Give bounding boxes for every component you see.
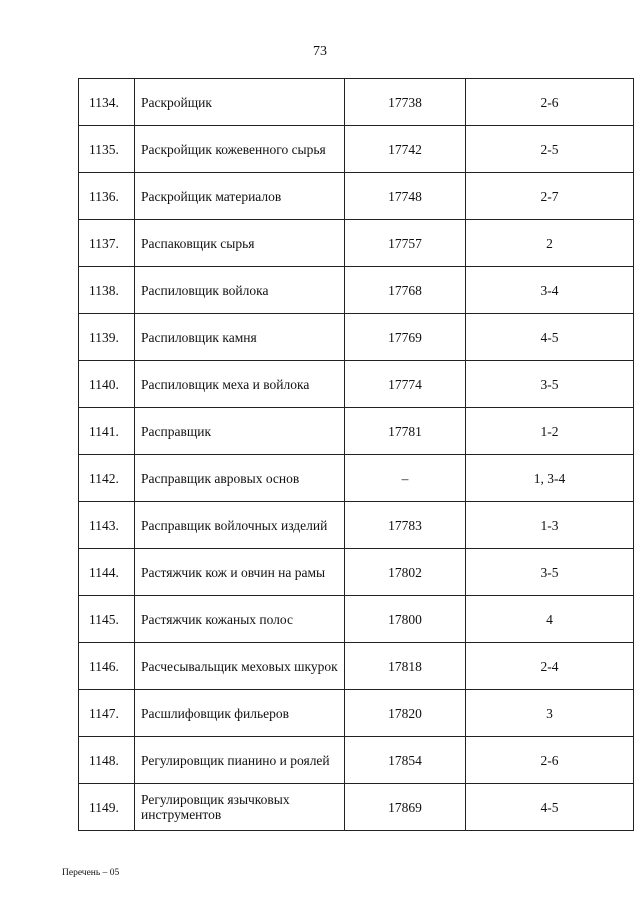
table-row xyxy=(79,408,634,455)
profession-name: Расшлифовщик фильеров xyxy=(135,690,345,737)
table-row xyxy=(79,79,634,126)
grade-range: 3-4 xyxy=(466,267,634,314)
grade-range: 2-6 xyxy=(466,79,634,126)
row-number: 1138. xyxy=(79,267,135,314)
row-number: 1143. xyxy=(79,502,135,549)
profession-code: 17768 xyxy=(345,267,466,314)
profession-code: 17748 xyxy=(345,173,466,220)
table-row xyxy=(79,596,634,643)
profession-code: 17738 xyxy=(345,79,466,126)
table-row xyxy=(79,126,634,173)
profession-code: 17869 xyxy=(345,784,466,831)
grade-range: 2-7 xyxy=(466,173,634,220)
row-number: 1137. xyxy=(79,220,135,267)
profession-code: 17742 xyxy=(345,126,466,173)
row-number: 1134. xyxy=(79,79,135,126)
row-number: 1147. xyxy=(79,690,135,737)
grade-range: 3-5 xyxy=(466,361,634,408)
table-row xyxy=(79,690,634,737)
table-row xyxy=(79,361,634,408)
profession-code: 17781 xyxy=(345,408,466,455)
profession-code: 17854 xyxy=(345,737,466,784)
table-row xyxy=(79,502,634,549)
row-number: 1142. xyxy=(79,455,135,502)
profession-name: Растяжчик кож и овчин на рамы xyxy=(135,549,345,596)
profession-name: Раскройщик кожевенного сырья xyxy=(135,126,345,173)
row-number: 1136. xyxy=(79,173,135,220)
grade-range: 2-6 xyxy=(466,737,634,784)
profession-code: 17774 xyxy=(345,361,466,408)
grade-range: 1-2 xyxy=(466,408,634,455)
grade-range: 2-4 xyxy=(466,643,634,690)
row-number: 1139. xyxy=(79,314,135,361)
profession-name: Распиловщик войлока xyxy=(135,267,345,314)
profession-name: Регулировщик пианино и роялей xyxy=(135,737,345,784)
table-row xyxy=(79,314,634,361)
profession-name: Расчесывальщик меховых шкурок xyxy=(135,643,345,690)
profession-code: 17818 xyxy=(345,643,466,690)
profession-name: Раскройщик материалов xyxy=(135,173,345,220)
profession-code: – xyxy=(345,455,466,502)
row-number: 1149. xyxy=(79,784,135,831)
profession-name: Распаковщик сырья xyxy=(135,220,345,267)
table-row xyxy=(79,549,634,596)
row-number: 1135. xyxy=(79,126,135,173)
row-number: 1144. xyxy=(79,549,135,596)
profession-code: 17757 xyxy=(345,220,466,267)
document-footer: Перечень – 05 xyxy=(62,868,120,878)
grade-range: 3 xyxy=(466,690,634,737)
table-row xyxy=(79,784,634,831)
table-row xyxy=(79,455,634,502)
page-number: 73 xyxy=(313,44,327,59)
table-row xyxy=(79,220,634,267)
profession-name: Регулировщик язычковых инструментов xyxy=(135,784,345,831)
grade-range: 1-3 xyxy=(466,502,634,549)
profession-name: Растяжчик кожаных полос xyxy=(135,596,345,643)
table-row xyxy=(79,267,634,314)
row-number: 1141. xyxy=(79,408,135,455)
grade-range: 1, 3-4 xyxy=(466,455,634,502)
table-row xyxy=(79,737,634,784)
profession-code: 17802 xyxy=(345,549,466,596)
grade-range: 2 xyxy=(466,220,634,267)
grade-range: 3-5 xyxy=(466,549,634,596)
row-number: 1148. xyxy=(79,737,135,784)
professions-table xyxy=(78,78,634,831)
row-number: 1145. xyxy=(79,596,135,643)
table-row xyxy=(79,173,634,220)
profession-name: Расправщик войлочных изделий xyxy=(135,502,345,549)
profession-name: Распиловщик меха и войлока xyxy=(135,361,345,408)
grade-range: 4 xyxy=(466,596,634,643)
grade-range: 2-5 xyxy=(466,126,634,173)
table-body xyxy=(79,79,634,831)
profession-name: Распиловщик камня xyxy=(135,314,345,361)
profession-name: Расправщик xyxy=(135,408,345,455)
profession-name: Расправщик авровых основ xyxy=(135,455,345,502)
profession-code: 17769 xyxy=(345,314,466,361)
row-number: 1146. xyxy=(79,643,135,690)
profession-name: Раскройщик xyxy=(135,79,345,126)
profession-code: 17820 xyxy=(345,690,466,737)
row-number: 1140. xyxy=(79,361,135,408)
grade-range: 4-5 xyxy=(466,314,634,361)
profession-code: 17783 xyxy=(345,502,466,549)
profession-code: 17800 xyxy=(345,596,466,643)
table-row xyxy=(79,643,634,690)
grade-range: 4-5 xyxy=(466,784,634,831)
